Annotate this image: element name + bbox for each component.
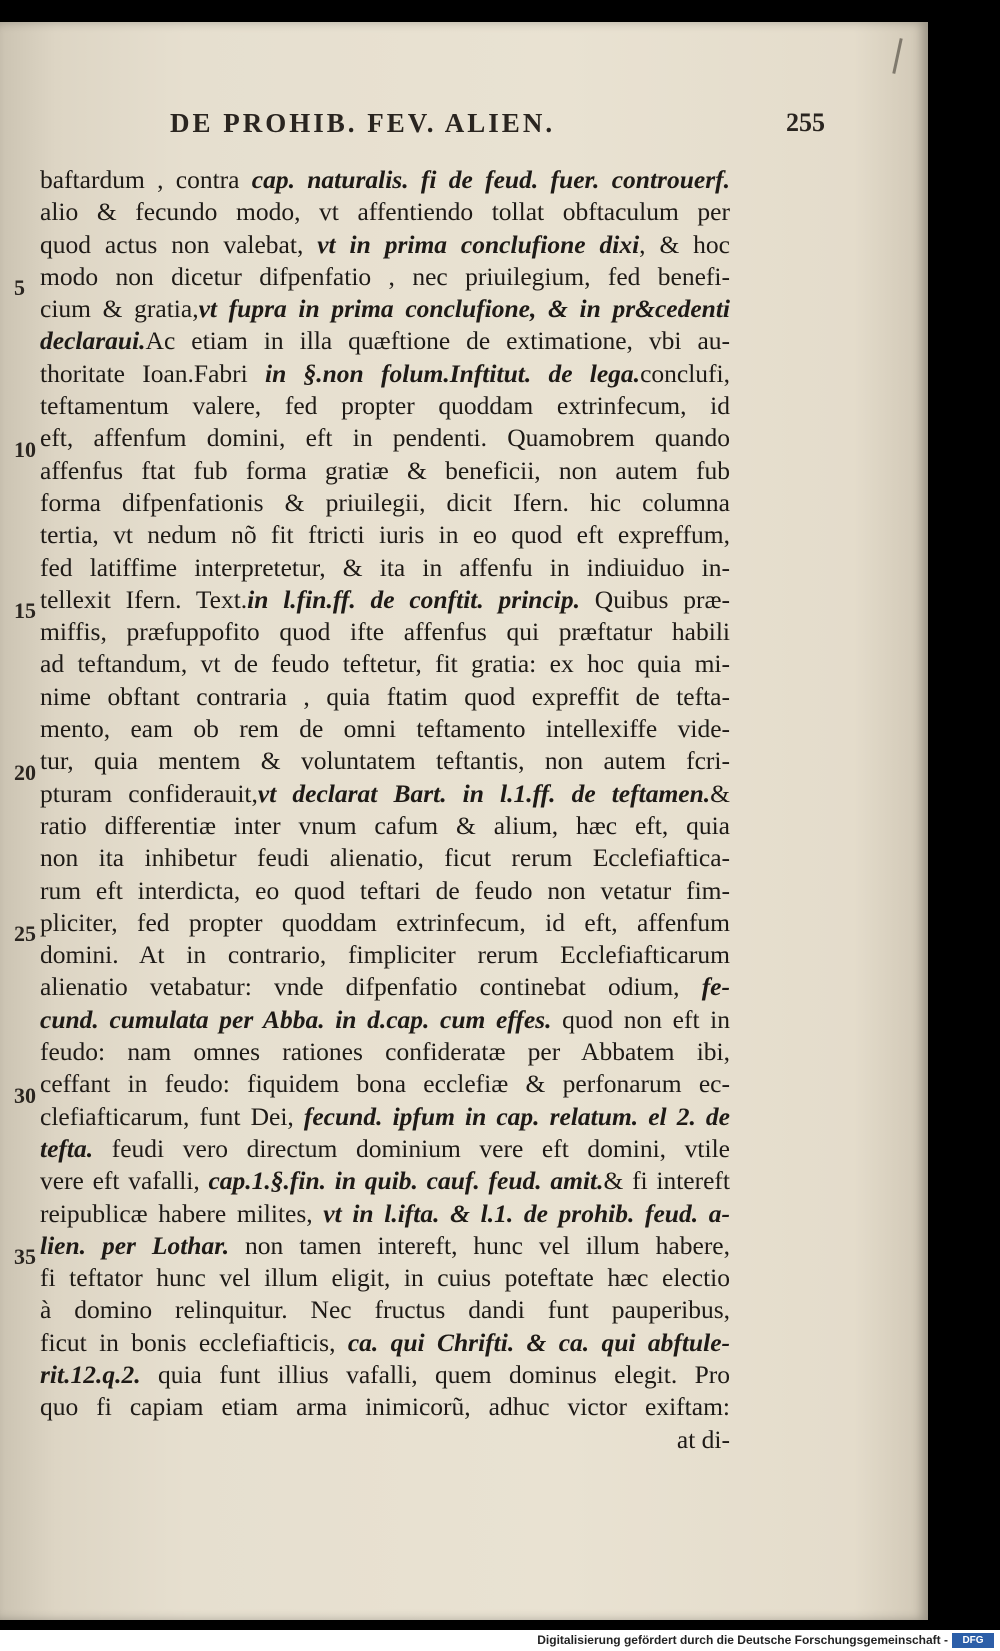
line-text: vere eft vafalli, xyxy=(40,1166,209,1196)
citation-text: vt in l.ifta. & l.1. de prohib. feud. a- xyxy=(323,1198,730,1228)
text-line xyxy=(40,261,730,293)
line-text: fed latiffime interpretetur, & ita in affenfu in indiuiduo in- xyxy=(40,552,730,582)
line-number: 20 xyxy=(14,759,36,785)
line-text: quia funt illius vafalli, quem dominus elegit. Pro xyxy=(140,1359,730,1389)
line-text: feudo: nam omnes rationes confideratæ per Abbatem ibi, xyxy=(40,1037,730,1067)
citation-text: cap. naturalis. fi de feud. fuer. controuerf. xyxy=(251,165,730,194)
text-line xyxy=(40,487,730,519)
text-line xyxy=(40,1133,730,1165)
citation-text: tefta. xyxy=(40,1133,94,1163)
text-line xyxy=(40,584,730,616)
citation-text: vt declarat Bart. in l.1.ff. de teftamen. xyxy=(257,778,711,808)
line-text: à domino relinquitur. Nec fructus dandi funt pauperibus, xyxy=(40,1295,730,1325)
line-text: & xyxy=(710,778,730,808)
citation-text: declaraui. xyxy=(40,326,146,356)
text-line xyxy=(40,1198,730,1230)
text-line xyxy=(40,1101,730,1133)
line-text: alienatio vetabatur: vnde difpenfatio continebat odium, xyxy=(40,972,702,1002)
line-number: 25 xyxy=(14,921,36,947)
text-line xyxy=(40,681,730,713)
line-text: Quibus præ- xyxy=(580,584,730,614)
line-text: ad teftandum, vt de feudo teftetur, fit gratia: ex hoc quia mi- xyxy=(40,649,730,679)
footer-credit: Digitalisierung gefördert durch die Deutsche Forschungsgemeinschaft - xyxy=(537,1633,948,1647)
text-line xyxy=(40,164,730,196)
line-text: non tamen intereft, hunc vel illum habere, xyxy=(229,1230,730,1260)
running-title: DE PROHIB. FEV. ALIEN. xyxy=(170,108,556,138)
text-line xyxy=(40,745,730,777)
line-text: pliciter, fed propter quoddam extrinfecum, id eft, affenfum xyxy=(40,907,730,937)
text-line xyxy=(40,939,730,971)
citation-text: cap.1.§.fin. in quib. cauf. feud. amit. xyxy=(208,1166,604,1196)
line-text: tellexit Ifern. Text. xyxy=(40,584,248,614)
citation-text: in §.non folum.Inftitut. de lega. xyxy=(264,358,641,388)
dfg-logo: DFG xyxy=(952,1633,994,1648)
ink-mark xyxy=(892,38,902,74)
line-text: reipublicæ habere milites, xyxy=(40,1198,324,1228)
citation-text: lien. per Lothar. xyxy=(40,1230,230,1260)
citation-text: fecund. ipfum in cap. relatum. el 2. de xyxy=(303,1101,730,1131)
text-line xyxy=(40,1165,730,1197)
text-line xyxy=(40,325,730,357)
line-text: feudi vero directum dominium vere eft domini, vtile xyxy=(93,1133,730,1163)
line-text: quod actus non valebat, xyxy=(40,229,318,259)
text-line xyxy=(40,552,730,584)
line-text: ratio differentiæ inter vnum cafum & alium, hæc eft, quia xyxy=(40,810,730,840)
line-text: ceffant in feudo: fiquidem bona ecclefiæ & perfonarum ec- xyxy=(40,1069,730,1099)
text-line xyxy=(40,358,730,390)
text-line xyxy=(40,907,730,939)
line-text: Ac etiam in illa quæftione de extimatione, vbi au- xyxy=(145,326,730,356)
line-text: non ita inhibetur feudi alienatio, ficut rerum Ecclefiaftica- xyxy=(40,843,730,873)
text-line xyxy=(40,1424,730,1456)
line-number: 5 xyxy=(14,275,25,301)
line-text: mento, eam ob rem de omni teftamento intellexiffe vide- xyxy=(40,714,730,744)
page-number: 255 xyxy=(786,108,825,137)
line-number: 30 xyxy=(14,1082,36,1108)
citation-text: fe- xyxy=(701,972,730,1002)
text-line xyxy=(40,1294,730,1326)
line-text: ficut in bonis ecclefiafticis, xyxy=(40,1327,348,1357)
text-line xyxy=(40,1391,730,1423)
citation-text: ca. qui Chrifti. & ca. qui abftule- xyxy=(347,1327,730,1357)
line-text: clefiafticarum, funt Dei, xyxy=(40,1101,304,1131)
text-line xyxy=(40,778,730,810)
line-text: , & hoc xyxy=(639,229,730,259)
line-text: quod non eft in xyxy=(551,1004,730,1034)
line-text: conclufi, xyxy=(640,358,730,388)
citation-text: rit.12.q.2. xyxy=(40,1359,141,1389)
line-text: nime obftant contraria , quia ftatim quod expreffit de tefta- xyxy=(40,681,730,711)
text-line xyxy=(40,293,730,325)
text-line xyxy=(40,422,730,454)
line-text: tertia, vt nedum nõ fit ftricti iuris in eo quod eft expreffum, xyxy=(40,520,730,550)
line-text: forma difpenfationis & priuilegii, dicit Ifern. hic columna xyxy=(40,487,730,517)
text-line xyxy=(40,713,730,745)
line-text: teftamentum valere, fed propter quoddam extrinfecum, id xyxy=(40,391,730,421)
line-text: at di- xyxy=(676,1424,730,1454)
line-text: domini. At in contrario, fimpliciter rerum Ecclefiafticarum xyxy=(40,940,730,970)
text-line xyxy=(40,875,730,907)
line-text: rum eft interdicta, eo quod teftari de feudo non vetatur fim- xyxy=(40,875,730,905)
text-line xyxy=(40,1262,730,1294)
citation-text: in l.fin.ff. de conftit. princip. xyxy=(247,584,580,614)
line-text: cium & gratia, xyxy=(40,294,199,324)
line-text: thoritate Ioan.Fabri xyxy=(40,358,265,388)
line-text: baftardum , contra xyxy=(40,165,252,194)
text-line xyxy=(40,1327,730,1359)
text-line xyxy=(40,1068,730,1100)
book-page xyxy=(0,22,928,1620)
text-line xyxy=(40,390,730,422)
line-text: tur, quia mentem & voluntatem teftantis, non autem fcri- xyxy=(40,746,730,776)
line-text: alio & fecundo modo, vt affentiendo tollat obftaculum per xyxy=(40,197,730,227)
text-line xyxy=(40,1359,730,1391)
line-text: modo non dicetur difpenfatio , nec priuilegium, fed benefi- xyxy=(40,261,730,291)
line-text: & fi intereft xyxy=(603,1166,730,1196)
text-line xyxy=(40,616,730,648)
text-line xyxy=(40,971,730,1003)
line-text: miffis, præfuppofito quod ifte affenfus qui præftatur habili xyxy=(40,617,730,647)
text-line xyxy=(40,229,730,261)
text-line xyxy=(40,1004,730,1036)
text-line xyxy=(40,1230,730,1262)
line-number: 10 xyxy=(14,436,36,462)
line-number: 15 xyxy=(14,598,36,624)
line-text: fi teftator hunc vel illum eligit, in cuius poteftate hæc electio xyxy=(40,1263,730,1293)
line-text: quo fi capiam etiam arma inimicorũ, adhuc victor exiftam: xyxy=(40,1392,730,1422)
text-line xyxy=(40,810,730,842)
citation-text: vt in prima conclufione dixi xyxy=(317,229,640,259)
text-line xyxy=(40,842,730,874)
body-text xyxy=(40,164,730,1456)
line-text: pturam confiderauit, xyxy=(40,778,258,808)
text-line xyxy=(40,455,730,487)
footer-bar xyxy=(0,1630,1000,1651)
text-line xyxy=(40,196,730,228)
line-text: eft, affenfum domini, eft in pendenti. Quamobrem quando xyxy=(40,423,730,453)
citation-text: cund. cumulata per Abba. in d.cap. cum effes. xyxy=(40,1004,552,1034)
citation-text: vt fupra in prima conclufione, & in pr&cedenti xyxy=(198,294,730,324)
line-text: affenfus ftat fub forma gratiæ & beneficii, non autem fub xyxy=(40,455,730,485)
line-number: 35 xyxy=(14,1244,36,1270)
text-line xyxy=(40,648,730,680)
text-line xyxy=(40,1036,730,1068)
text-line xyxy=(40,519,730,551)
